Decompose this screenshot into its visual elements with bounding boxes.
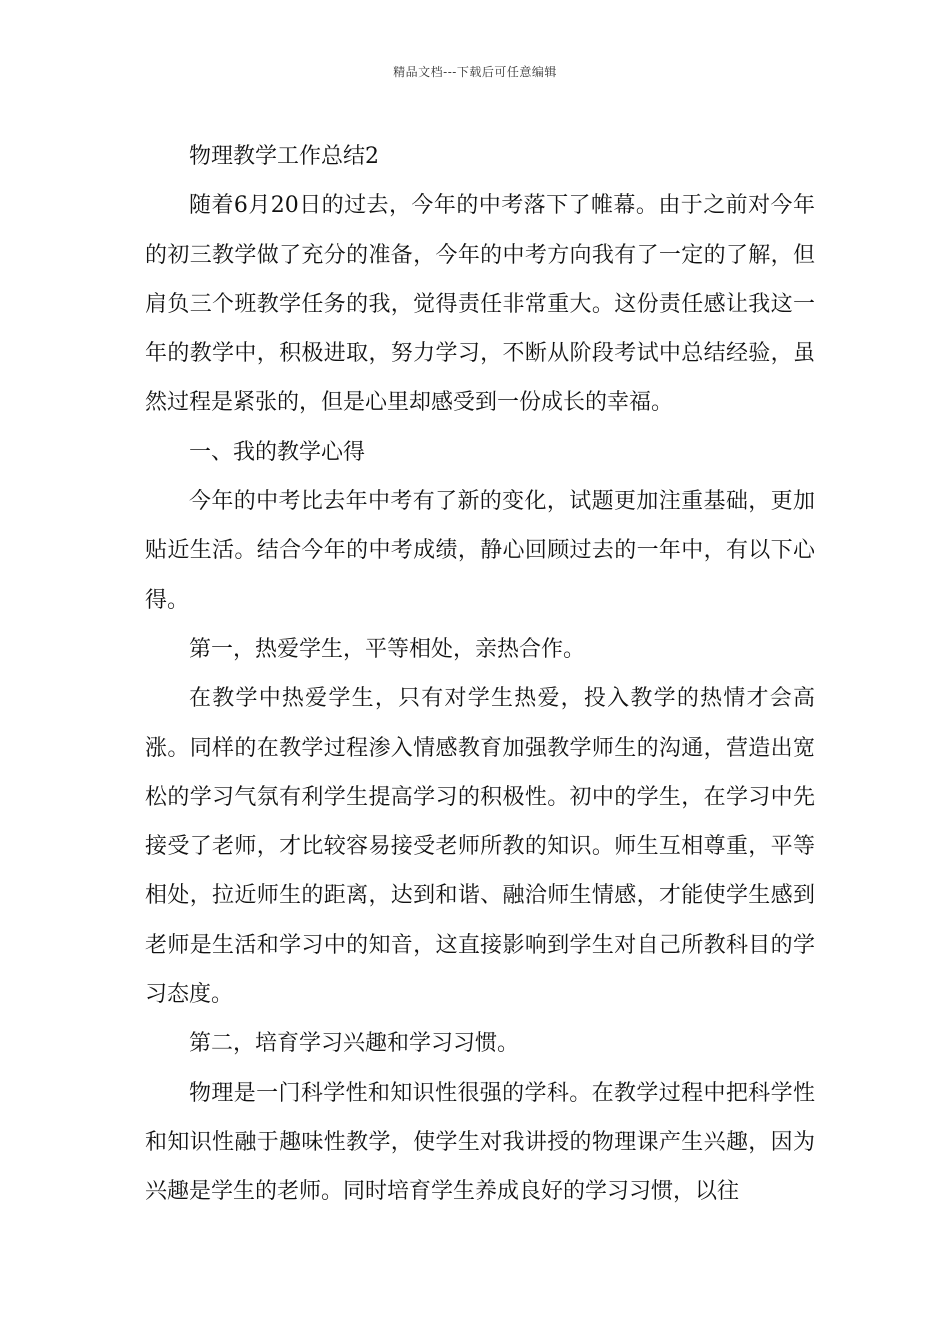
paragraph: 今年的中考比去年中考有了新的变化，试题更加注重基础，更加贴近生活。结合今年的中考成绩，静心回顾过去的一年中，有以下心得。 [145,489,815,613]
paragraph: 随着6月20日的过去，今年的中考落下了帷幕。由于之前对今年的初三教学做了充分的准备，今年的中考方向我有了一定的了解，但肩负三个班教学任务的我，觉得责任非常重大。这份责任感让我这一年的教学中，积极进取，努力学习，不断从阶段考试中总结经验，虽然过程是紧张的，但是心里却感受到一份成长的幸福。 [145,193,815,416]
sub-heading: 第一，热爱学生，平等相处，亲热合作。 [189,636,586,662]
sub-heading: 第二，培育学习兴趣和学习习惯。 [189,1031,520,1057]
section-heading: 一、我的教学心得 [189,439,366,465]
document-body [145,132,815,1217]
paragraph: 物理是一门科学性和知识性很强的学科。在教学过程中把科学性和知识性融于趣味性教学，使学生对我讲授的物理课产生兴趣，因为兴趣是学生的老师。同时培育学生养成良好的学习习惯，以往 [145,1080,815,1205]
paragraph: 在教学中热爱学生，只有对学生热爱，投入教学的热情才会高涨。同样的在教学过程渗入情感教育加强教学师生的沟通，营造出宽松的学习气氛有利学生提高学习的积极性。初中的学生，在学习中先接受了老师，才比较容易接受老师所教的知识。师生互相尊重，平等相处，拉近师生的距离，达到和谐、融洽师生情感，才能使学生感到老师是生活和学习中的知音，这直接影响到学生对自己所教科目的学习态度。 [145,686,815,1008]
page-header: 精品文档---下载后可任意编辑 [393,65,557,79]
document-title: 物理教学工作总结2 [189,144,379,169]
